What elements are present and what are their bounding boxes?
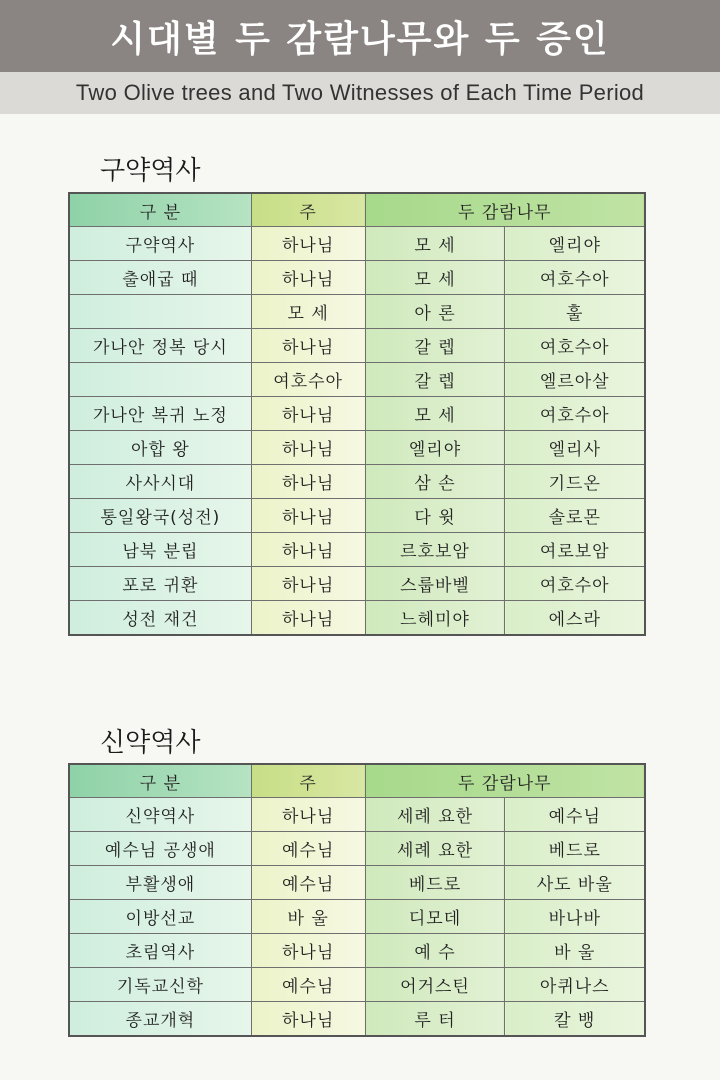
old-testament-table bbox=[68, 192, 646, 636]
page-title: 시대별 두 감람나무와 두 증인 bbox=[110, 18, 610, 60]
cell-lord: 하나님 bbox=[251, 1002, 365, 1037]
cell-olive-tree-1: 베드로 bbox=[365, 866, 505, 900]
page-subtitle: Two Olive trees and Two Witnesses of Each Time Period bbox=[75, 80, 645, 105]
cell-category: 종교개혁 bbox=[69, 1002, 251, 1037]
cell-lord: 모 세 bbox=[251, 295, 365, 329]
cell-olive-tree-2: 여로보암 bbox=[505, 533, 645, 567]
table-row bbox=[69, 499, 645, 533]
cell-category: 이방선교 bbox=[69, 900, 251, 934]
table-row bbox=[69, 1002, 645, 1037]
cell-category bbox=[69, 295, 251, 329]
header-category: 구 분 bbox=[69, 764, 251, 798]
cell-olive-tree-1: 세례 요한 bbox=[365, 832, 505, 866]
cell-olive-tree-1: 모 세 bbox=[365, 261, 505, 295]
table-row bbox=[69, 363, 645, 397]
cell-olive-tree-1: 삼 손 bbox=[365, 465, 505, 499]
table-row bbox=[69, 968, 645, 1002]
cell-lord: 하나님 bbox=[251, 533, 365, 567]
cell-olive-tree-2: 엘르아살 bbox=[505, 363, 645, 397]
table-row bbox=[69, 567, 645, 601]
table-row bbox=[69, 866, 645, 900]
old-testament-title: 구약역사 bbox=[100, 156, 201, 186]
cell-olive-tree-2: 칼 뱅 bbox=[505, 1002, 645, 1037]
cell-olive-tree-1: 아 론 bbox=[365, 295, 505, 329]
cell-lord: 예수님 bbox=[251, 866, 365, 900]
cell-category: 성전 재건 bbox=[69, 601, 251, 636]
cell-olive-tree-2: 여호수아 bbox=[505, 261, 645, 295]
table-row bbox=[69, 227, 645, 261]
cell-category: 아합 왕 bbox=[69, 431, 251, 465]
title-bar bbox=[0, 0, 720, 72]
cell-olive-tree-2: 사도 바울 bbox=[505, 866, 645, 900]
cell-category: 남북 분립 bbox=[69, 533, 251, 567]
new-testament-table bbox=[68, 763, 646, 1037]
table-row bbox=[69, 397, 645, 431]
cell-lord: 예수님 bbox=[251, 832, 365, 866]
cell-olive-tree-1: 다 윗 bbox=[365, 499, 505, 533]
table-row bbox=[69, 261, 645, 295]
cell-olive-tree-2: 여호수아 bbox=[505, 329, 645, 363]
table-row bbox=[69, 533, 645, 567]
table-row bbox=[69, 601, 645, 636]
cell-olive-tree-2: 기드온 bbox=[505, 465, 645, 499]
table-header-row bbox=[69, 193, 645, 227]
cell-category: 가나안 정복 당시 bbox=[69, 329, 251, 363]
table-row bbox=[69, 431, 645, 465]
cell-olive-tree-1: 루 터 bbox=[365, 1002, 505, 1037]
table-row bbox=[69, 934, 645, 968]
cell-olive-tree-2: 여호수아 bbox=[505, 567, 645, 601]
cell-olive-tree-1: 느헤미야 bbox=[365, 601, 505, 636]
cell-lord: 바 울 bbox=[251, 900, 365, 934]
cell-lord: 하나님 bbox=[251, 934, 365, 968]
cell-lord: 하나님 bbox=[251, 397, 365, 431]
cell-lord: 하나님 bbox=[251, 261, 365, 295]
cell-olive-tree-2: 솔로몬 bbox=[505, 499, 645, 533]
cell-lord: 하나님 bbox=[251, 431, 365, 465]
header-two-olive-trees: 두 감람나무 bbox=[365, 193, 645, 227]
cell-olive-tree-2: 바 울 bbox=[505, 934, 645, 968]
header-lord: 주 bbox=[251, 764, 365, 798]
new-testament-title: 신약역사 bbox=[100, 728, 201, 758]
cell-olive-tree-2: 베드로 bbox=[505, 832, 645, 866]
cell-olive-tree-1: 엘리야 bbox=[365, 431, 505, 465]
cell-category: 기독교신학 bbox=[69, 968, 251, 1002]
table-row bbox=[69, 900, 645, 934]
cell-olive-tree-1: 모 세 bbox=[365, 227, 505, 261]
table-row bbox=[69, 798, 645, 832]
cell-category: 가나안 복귀 노정 bbox=[69, 397, 251, 431]
cell-olive-tree-2: 에스라 bbox=[505, 601, 645, 636]
cell-lord: 하나님 bbox=[251, 601, 365, 636]
cell-olive-tree-1: 어거스틴 bbox=[365, 968, 505, 1002]
cell-olive-tree-1: 스룹바벨 bbox=[365, 567, 505, 601]
header-category: 구 분 bbox=[69, 193, 251, 227]
cell-olive-tree-2: 여호수아 bbox=[505, 397, 645, 431]
cell-lord: 하나님 bbox=[251, 567, 365, 601]
cell-olive-tree-1: 디모데 bbox=[365, 900, 505, 934]
cell-olive-tree-1: 모 세 bbox=[365, 397, 505, 431]
cell-category: 예수님 공생애 bbox=[69, 832, 251, 866]
table-header-row bbox=[69, 764, 645, 798]
cell-olive-tree-1: 갈 렙 bbox=[365, 329, 505, 363]
cell-lord: 하나님 bbox=[251, 465, 365, 499]
cell-category: 사사시대 bbox=[69, 465, 251, 499]
table-row bbox=[69, 832, 645, 866]
cell-lord: 하나님 bbox=[251, 329, 365, 363]
cell-olive-tree-1: 르호보암 bbox=[365, 533, 505, 567]
table-row bbox=[69, 295, 645, 329]
cell-lord: 하나님 bbox=[251, 798, 365, 832]
old-testament-body bbox=[69, 227, 645, 636]
new-testament-body bbox=[69, 798, 645, 1037]
cell-olive-tree-1: 갈 렙 bbox=[365, 363, 505, 397]
cell-olive-tree-2: 바나바 bbox=[505, 900, 645, 934]
table-row bbox=[69, 465, 645, 499]
cell-category: 통일왕국(성전) bbox=[69, 499, 251, 533]
cell-lord: 예수님 bbox=[251, 968, 365, 1002]
cell-olive-tree-2: 아퀴나스 bbox=[505, 968, 645, 1002]
cell-category: 구약역사 bbox=[69, 227, 251, 261]
cell-category: 초림역사 bbox=[69, 934, 251, 968]
header-two-olive-trees: 두 감람나무 bbox=[365, 764, 645, 798]
cell-category: 부활생애 bbox=[69, 866, 251, 900]
cell-olive-tree-1: 세례 요한 bbox=[365, 798, 505, 832]
cell-category: 포로 귀환 bbox=[69, 567, 251, 601]
cell-category: 신약역사 bbox=[69, 798, 251, 832]
cell-olive-tree-2: 엘리사 bbox=[505, 431, 645, 465]
cell-category: 출애굽 때 bbox=[69, 261, 251, 295]
cell-olive-tree-2: 예수님 bbox=[505, 798, 645, 832]
cell-olive-tree-2: 훌 bbox=[505, 295, 645, 329]
cell-lord: 하나님 bbox=[251, 499, 365, 533]
header-lord: 주 bbox=[251, 193, 365, 227]
cell-lord: 하나님 bbox=[251, 227, 365, 261]
cell-olive-tree-1: 예 수 bbox=[365, 934, 505, 968]
table-row bbox=[69, 329, 645, 363]
subtitle-bar bbox=[0, 72, 720, 114]
cell-olive-tree-2: 엘리야 bbox=[505, 227, 645, 261]
cell-category bbox=[69, 363, 251, 397]
cell-lord: 여호수아 bbox=[251, 363, 365, 397]
